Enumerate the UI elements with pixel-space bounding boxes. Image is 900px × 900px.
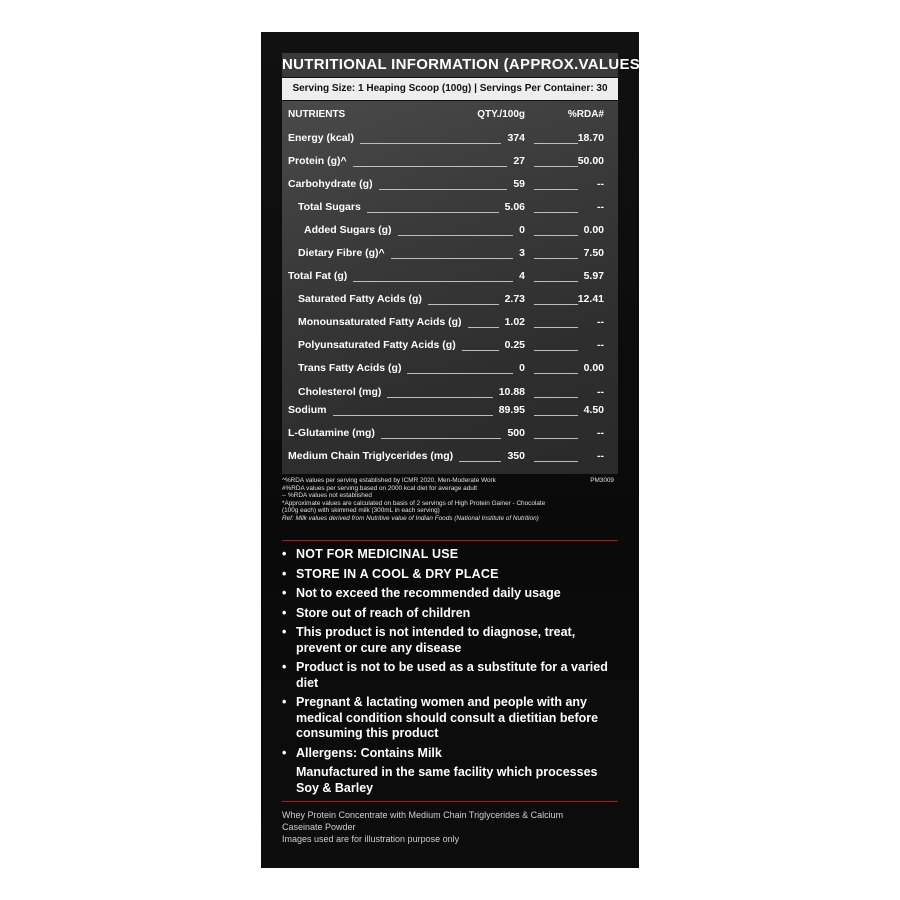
leader-line bbox=[534, 373, 578, 374]
leader-line bbox=[534, 350, 578, 351]
leader-line bbox=[534, 304, 578, 305]
leader-line bbox=[381, 438, 501, 439]
nutrient-rda: 18.70 bbox=[577, 132, 604, 144]
nutrient-name: Saturated Fatty Acids (g) bbox=[298, 293, 422, 305]
header-nutrients: NUTRIENTS bbox=[288, 109, 346, 120]
leader-line bbox=[387, 397, 493, 398]
leader-line bbox=[534, 397, 578, 398]
footnote: #%RDA values per serving based on 2000 kcal diet for average adult bbox=[282, 484, 478, 492]
leader-line bbox=[353, 166, 507, 167]
leader-line bbox=[534, 281, 578, 282]
warning-item: • Allergens: Contains Milk bbox=[282, 746, 618, 762]
leader-line bbox=[534, 212, 578, 213]
nutrient-qty: 89.95 bbox=[498, 404, 525, 416]
nutrient-qty: 350 bbox=[507, 450, 525, 462]
nutrient-qty: 0.25 bbox=[504, 339, 525, 351]
nutrient-qty: 4 bbox=[519, 270, 525, 282]
warning-item: • Not to exceed the recommended daily usage bbox=[282, 586, 618, 602]
nutrient-row bbox=[282, 291, 618, 309]
warning-item: • NOT FOR MEDICINAL USE bbox=[282, 547, 618, 563]
nutrient-name: Medium Chain Triglycerides (mg) bbox=[288, 450, 454, 462]
leader-line bbox=[534, 438, 578, 439]
nutrient-row bbox=[282, 384, 618, 402]
nutrient-name: Energy (kcal) bbox=[288, 132, 354, 144]
leader-line bbox=[407, 373, 513, 374]
warning-item: • This product is not intended to diagnose, treat, prevent or cure any disease bbox=[282, 625, 586, 656]
nutrient-rda: 12.41 bbox=[577, 293, 604, 305]
nutrient-rda: 4.50 bbox=[583, 404, 604, 416]
nutrient-qty: 27 bbox=[513, 155, 525, 167]
nutrient-row bbox=[282, 153, 618, 171]
allergen-note: Manufactured in the same facility which processes Soy & Barley bbox=[296, 765, 598, 795]
nutrient-row bbox=[282, 337, 618, 355]
nutrient-qty: 2.73 bbox=[504, 293, 525, 305]
leader-line bbox=[353, 281, 513, 282]
leader-line bbox=[534, 235, 578, 236]
nutrient-qty: 0 bbox=[519, 362, 525, 374]
footnote: -- %RDA values not established bbox=[282, 492, 372, 500]
nutrient-rda: -- bbox=[597, 201, 604, 213]
leader-line bbox=[428, 304, 499, 305]
nutrient-name: Protein (g)^ bbox=[288, 155, 347, 167]
product-code: PM3009 bbox=[590, 477, 614, 484]
leader-line bbox=[462, 350, 499, 351]
nutrient-name: L-Glutamine (mg) bbox=[288, 427, 375, 439]
leader-line bbox=[534, 415, 578, 416]
header-qty: QTY./100g bbox=[477, 109, 525, 120]
nutrient-qty: 374 bbox=[507, 132, 525, 144]
leader-line bbox=[534, 166, 578, 167]
leader-line bbox=[534, 461, 578, 462]
divider bbox=[282, 540, 618, 541]
warning-item: • Pregnant & lactating women and people with any medical condition should consult a dietitian before consuming this product bbox=[282, 695, 616, 742]
disclaimer: Images used are for illustration purpose only bbox=[282, 834, 460, 844]
warning-item: • Product is not to be used as a substitute for a varied diet bbox=[282, 660, 618, 691]
nutrient-row bbox=[282, 245, 618, 263]
nutrient-row bbox=[282, 402, 618, 420]
leader-line bbox=[367, 212, 499, 213]
nutrient-rda: 0.00 bbox=[583, 224, 604, 236]
leader-line bbox=[391, 258, 513, 259]
nutrient-name: Sodium bbox=[288, 404, 327, 416]
nutrient-rda: -- bbox=[597, 386, 604, 398]
nutrient-qty: 59 bbox=[513, 178, 525, 190]
leader-line bbox=[398, 235, 513, 236]
warnings-list bbox=[282, 547, 618, 800]
nutrient-rda: 7.50 bbox=[583, 247, 604, 259]
nutrient-row bbox=[282, 130, 618, 148]
nutrient-name: Monounsaturated Fatty Acids (g) bbox=[298, 316, 462, 328]
footnote: *Approximate values are calculated on basis of 2 servings of High Protein Gainer - Chocolate bbox=[282, 499, 546, 507]
leader-line bbox=[534, 189, 578, 190]
nutrient-row bbox=[282, 268, 618, 286]
nutrient-rda: -- bbox=[597, 427, 604, 439]
nutrient-rda: -- bbox=[597, 178, 604, 190]
nutrition-title: NUTRITIONAL INFORMATION (APPROX.VALUES): bbox=[282, 53, 618, 77]
nutrient-name: Total Fat (g) bbox=[288, 270, 348, 282]
nutrient-row bbox=[282, 448, 618, 466]
table-header bbox=[282, 107, 618, 125]
leader-line bbox=[379, 189, 507, 190]
nutrient-name: Carbohydrate (g) bbox=[288, 178, 373, 190]
nutrient-name: Added Sugars (g) bbox=[304, 224, 392, 236]
footnotes bbox=[282, 477, 618, 523]
footnote: Ref: Milk values derived from Nutritive value of Indian Foods (National Institute of Nutrition) bbox=[282, 514, 539, 522]
nutrient-rda: -- bbox=[597, 450, 604, 462]
nutrient-row bbox=[282, 176, 618, 194]
nutrition-table bbox=[282, 101, 618, 474]
footnote: ^%RDA values per serving established by ICMR 2020, Men-Moderate Work bbox=[282, 477, 496, 484]
footnote: (100g each) with skimmed milk (300mL in each serving) bbox=[282, 507, 440, 515]
nutrient-row bbox=[282, 222, 618, 240]
warning-item: • STORE IN A COOL & DRY PLACE bbox=[282, 567, 618, 583]
nutrient-rda: -- bbox=[597, 339, 604, 351]
nutrient-name: Dietary Fibre (g)^ bbox=[298, 247, 385, 259]
nutrient-name: Cholesterol (mg) bbox=[298, 386, 382, 398]
nutrient-row bbox=[282, 199, 618, 217]
leader-line bbox=[534, 258, 578, 259]
product-description-block bbox=[282, 809, 618, 845]
nutrient-row bbox=[282, 425, 618, 443]
nutrient-row bbox=[282, 314, 618, 332]
divider bbox=[282, 801, 618, 802]
warning-item: • Store out of reach of children bbox=[282, 606, 618, 622]
leader-line bbox=[468, 327, 499, 328]
leader-line bbox=[534, 143, 578, 144]
leader-line bbox=[333, 415, 493, 416]
nutrient-qty: 1.02 bbox=[504, 316, 525, 328]
nutrient-qty: 5.06 bbox=[504, 201, 525, 213]
serving-info: Serving Size: 1 Heaping Scoop (100g) | Servings Per Container: 30 bbox=[282, 78, 618, 100]
nutrient-rda: 5.97 bbox=[583, 270, 604, 282]
leader-line bbox=[459, 461, 501, 462]
nutrient-qty: 0 bbox=[519, 224, 525, 236]
header-rda: %RDA# bbox=[567, 109, 604, 120]
nutrient-name: Total Sugars bbox=[298, 201, 361, 213]
nutrient-name: Trans Fatty Acids (g) bbox=[298, 362, 402, 374]
nutrient-qty: 500 bbox=[507, 427, 525, 439]
nutrient-rda: 50.00 bbox=[577, 155, 604, 167]
nutrient-row bbox=[282, 360, 618, 378]
nutrient-name: Polyunsaturated Fatty Acids (g) bbox=[298, 339, 456, 351]
nutrient-qty: 3 bbox=[519, 247, 525, 259]
nutrient-rda: 0.00 bbox=[583, 362, 604, 374]
leader-line bbox=[360, 143, 501, 144]
nutrient-rda: -- bbox=[597, 316, 604, 328]
product-description: Whey Protein Concentrate with Medium Chain Triglycerides & Calcium Caseinate Powder bbox=[282, 810, 564, 832]
nutrient-qty: 10.88 bbox=[498, 386, 525, 398]
leader-line bbox=[534, 327, 578, 328]
